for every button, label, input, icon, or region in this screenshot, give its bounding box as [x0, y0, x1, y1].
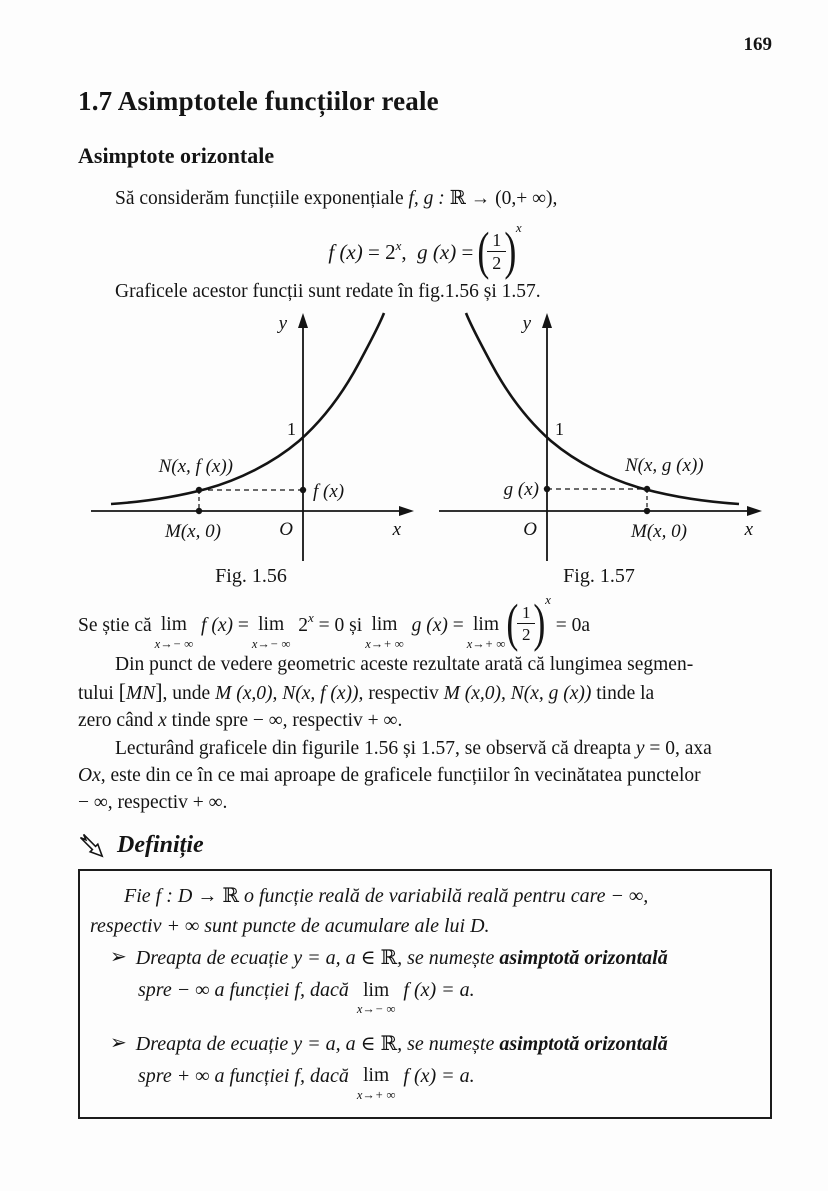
def-ofunctie: o funcție reală de variabilă reală pentru care − ∞, — [238, 885, 649, 908]
bullet-minus-inf — [90, 943, 758, 973]
para2-line1 — [78, 735, 772, 762]
limit-eq1: = — [237, 614, 249, 636]
intro-math: f, g : — [408, 188, 445, 209]
point-N — [196, 487, 202, 493]
limit-eq-zero: = 0 — [318, 614, 345, 636]
bracket-open: [ — [118, 679, 126, 705]
open-paren: ( — [506, 593, 519, 653]
intro-paragraph — [78, 185, 772, 212]
limit-end: = 0a — [555, 614, 591, 636]
point-fx-label: f (x) — [313, 480, 345, 502]
point-M — [196, 508, 202, 514]
p1-points-f: M (x,0), N(x, f (x)), — [215, 683, 364, 705]
graph-exponential-decay — [429, 311, 769, 563]
b2-numeste: , se numește — [397, 1032, 500, 1055]
defbox-line1 — [90, 881, 758, 911]
swash-arrow-icon — [78, 832, 105, 859]
point-gx-label: g (x) — [503, 478, 539, 500]
reals-symbol: ℝ — [380, 1032, 398, 1055]
p2-y: y — [635, 738, 645, 760]
lim-x-to-minus-inf: lim x→− ∞ — [356, 979, 396, 1017]
p1-unde: , unde — [162, 683, 216, 705]
para1-line1: Din punct de vedere geometric aceste rezultate arată că lungimea segmen- — [115, 654, 694, 676]
figure-caption: Fig. 1.56 — [215, 564, 287, 587]
close-paren: ) — [533, 593, 546, 653]
point-fx — [300, 487, 306, 493]
p2-axa: = 0, axa — [644, 738, 712, 760]
b1-fxa: f (x) = a. — [398, 979, 475, 1002]
formula-eq2: = 2 — [362, 240, 396, 264]
figure-caption: Fig. 1.57 — [563, 564, 635, 587]
defbox-line2: respectiv + ∞ sunt puncte de acumulare ale lui D. — [90, 915, 490, 938]
b2-spre: spre + ∞ a funcției f, dacă — [138, 1064, 354, 1087]
y-axis-label: y — [522, 312, 531, 334]
limit-prefix: Se știe că — [78, 614, 152, 636]
origin-label: O — [279, 518, 293, 540]
x-axis-arrow-icon — [747, 506, 762, 516]
para2-line2 — [78, 762, 772, 789]
limit-two: 2 — [298, 614, 309, 636]
one-tick-label: 1 — [287, 418, 296, 439]
definition-heading-text: Definiție — [117, 832, 204, 859]
p1-x: x — [158, 710, 167, 732]
point-gx — [544, 486, 550, 492]
para2-line3: − ∞, respectiv + ∞. — [78, 792, 228, 814]
x-axis-label: x — [392, 518, 401, 540]
b1-dreapta: Dreapta de ecuație y = a, a — [135, 947, 361, 970]
formula-eq: = — [456, 240, 479, 264]
def-fie: Fie — [124, 885, 156, 908]
point-M — [644, 508, 650, 514]
graph-exponential-growth — [81, 311, 421, 563]
origin-label: O — [523, 518, 537, 540]
fraction-numerator: 1 — [517, 603, 536, 624]
figures-intro: Graficele acestor funcții sunt redate în fig.1.56 și 1.57. — [115, 280, 541, 302]
formula-f: f (x) — [328, 240, 363, 264]
lim-x-to-plus-inf-2: lim x→+ ∞ — [466, 614, 506, 651]
limit-sentence — [78, 592, 772, 651]
one-tick-label: 1 — [555, 418, 564, 439]
fraction-numerator: 1 — [487, 230, 506, 252]
limit-si: și — [349, 614, 363, 636]
intro-math-tail: → (0,+ ∞), — [465, 188, 558, 209]
bullet1-continuation — [138, 975, 758, 1016]
lim-x-to-minus-inf: lim x→− ∞ — [154, 614, 194, 651]
figures-row — [78, 311, 772, 588]
point-M-label: M(x, 0) — [631, 520, 687, 542]
b2-asimptota: asimptotă orizontală — [499, 1032, 668, 1055]
p2-lecturand: Lecturând graficele din figurile 1.56 și 1.57, se observă că dreapta — [115, 738, 636, 760]
subsection-title: Asimptote orizontale — [78, 143, 275, 168]
limit-fx: f (x) — [201, 614, 233, 636]
p1-tului: tului — [78, 683, 119, 705]
bullet1-text — [136, 943, 668, 973]
curve-2-pow-x — [111, 313, 384, 504]
figure-1-57 — [429, 311, 769, 588]
close-paren: ) — [504, 221, 517, 281]
b1-spre: spre − ∞ a funcției f, dacă — [138, 979, 354, 1002]
b2-fxa: f (x) = a. — [398, 1064, 475, 1087]
reals-symbol: ℝ — [380, 947, 398, 970]
x-axis-label: x — [744, 518, 753, 540]
segment-mn: MN — [125, 683, 156, 705]
arrowhead-bullet-icon: ➢ — [110, 946, 127, 969]
p1-spre: tinde spre − ∞, respectiv + ∞. — [166, 710, 403, 732]
b2-dreapta: Dreapta de ecuație y = a, a — [135, 1032, 361, 1055]
p2-este: , este din ce în ce mai aproape de graficele funcțiilor în vecinătatea punctelor — [100, 765, 701, 787]
figure-1-56 — [81, 311, 421, 588]
bullet2-text — [136, 1029, 668, 1059]
b1-numeste: , se numește — [397, 947, 500, 970]
p1-respectiv: respectiv — [363, 683, 444, 705]
definition-heading — [78, 832, 772, 859]
def-fdr: f : D → — [155, 885, 223, 908]
page-number: 169 — [743, 34, 772, 55]
formula-g: g (x) — [417, 240, 457, 264]
bullet2-continuation — [138, 1061, 758, 1102]
x-axis-arrow-icon — [399, 506, 414, 516]
reals-symbol: ℝ — [449, 188, 466, 209]
b1-asimptota: asimptotă orizontală — [499, 947, 668, 970]
point-N-label: N(x, f (x)) — [158, 455, 233, 477]
lim-x-to-minus-inf-2: lim x→− ∞ — [251, 614, 291, 651]
p1-points-g: M (x,0), N(x, g (x)) — [443, 683, 592, 705]
section-title: 1.7 Asimptotele funcțiilor reale — [78, 86, 439, 116]
fraction-denominator: 2 — [521, 624, 531, 644]
bullet-plus-inf — [90, 1029, 758, 1059]
point-N-label: N(x, g (x)) — [625, 454, 704, 476]
element-of-symbol: ∈ — [360, 1032, 381, 1055]
formula-exp-f: x — [395, 238, 402, 253]
p2-ox: Ox — [78, 765, 101, 787]
lim-x-to-plus-inf: lim x→+ ∞ — [365, 614, 404, 651]
p1-zero: zero când — [78, 710, 159, 732]
element-of-symbol: ∈ — [360, 947, 381, 970]
para1-line2 — [78, 678, 772, 707]
para1-line3 — [78, 707, 772, 734]
fraction-exp: x — [545, 591, 551, 607]
limit-eq2: = — [452, 614, 464, 636]
main-formula — [78, 220, 772, 281]
fraction-denominator: 2 — [492, 252, 502, 273]
lim-x-to-plus-inf: lim x→+ ∞ — [356, 1065, 396, 1102]
reals-symbol: ℝ — [222, 885, 239, 908]
limit-gx: g (x) — [411, 614, 448, 636]
y-axis-label: y — [278, 312, 287, 334]
intro-text: Să considerăm funcțiile exponențiale — [115, 188, 409, 209]
paragraph-lecturand — [78, 735, 772, 816]
arrowhead-bullet-icon: ➢ — [110, 1031, 127, 1054]
paragraph-geometric — [78, 651, 772, 734]
point-M-label: M(x, 0) — [165, 520, 221, 542]
bracket-close: ] — [155, 679, 163, 705]
formula-exp-g: x — [515, 220, 522, 235]
y-axis-arrow-icon — [542, 313, 552, 328]
p1-tinde: tinde la — [591, 683, 655, 705]
limit-two-exp: x — [308, 609, 314, 625]
open-paren: ( — [476, 221, 489, 281]
definition-box — [78, 869, 772, 1119]
y-axis-arrow-icon — [298, 313, 308, 328]
formula-comma: , — [401, 240, 407, 264]
point-N — [644, 486, 650, 492]
